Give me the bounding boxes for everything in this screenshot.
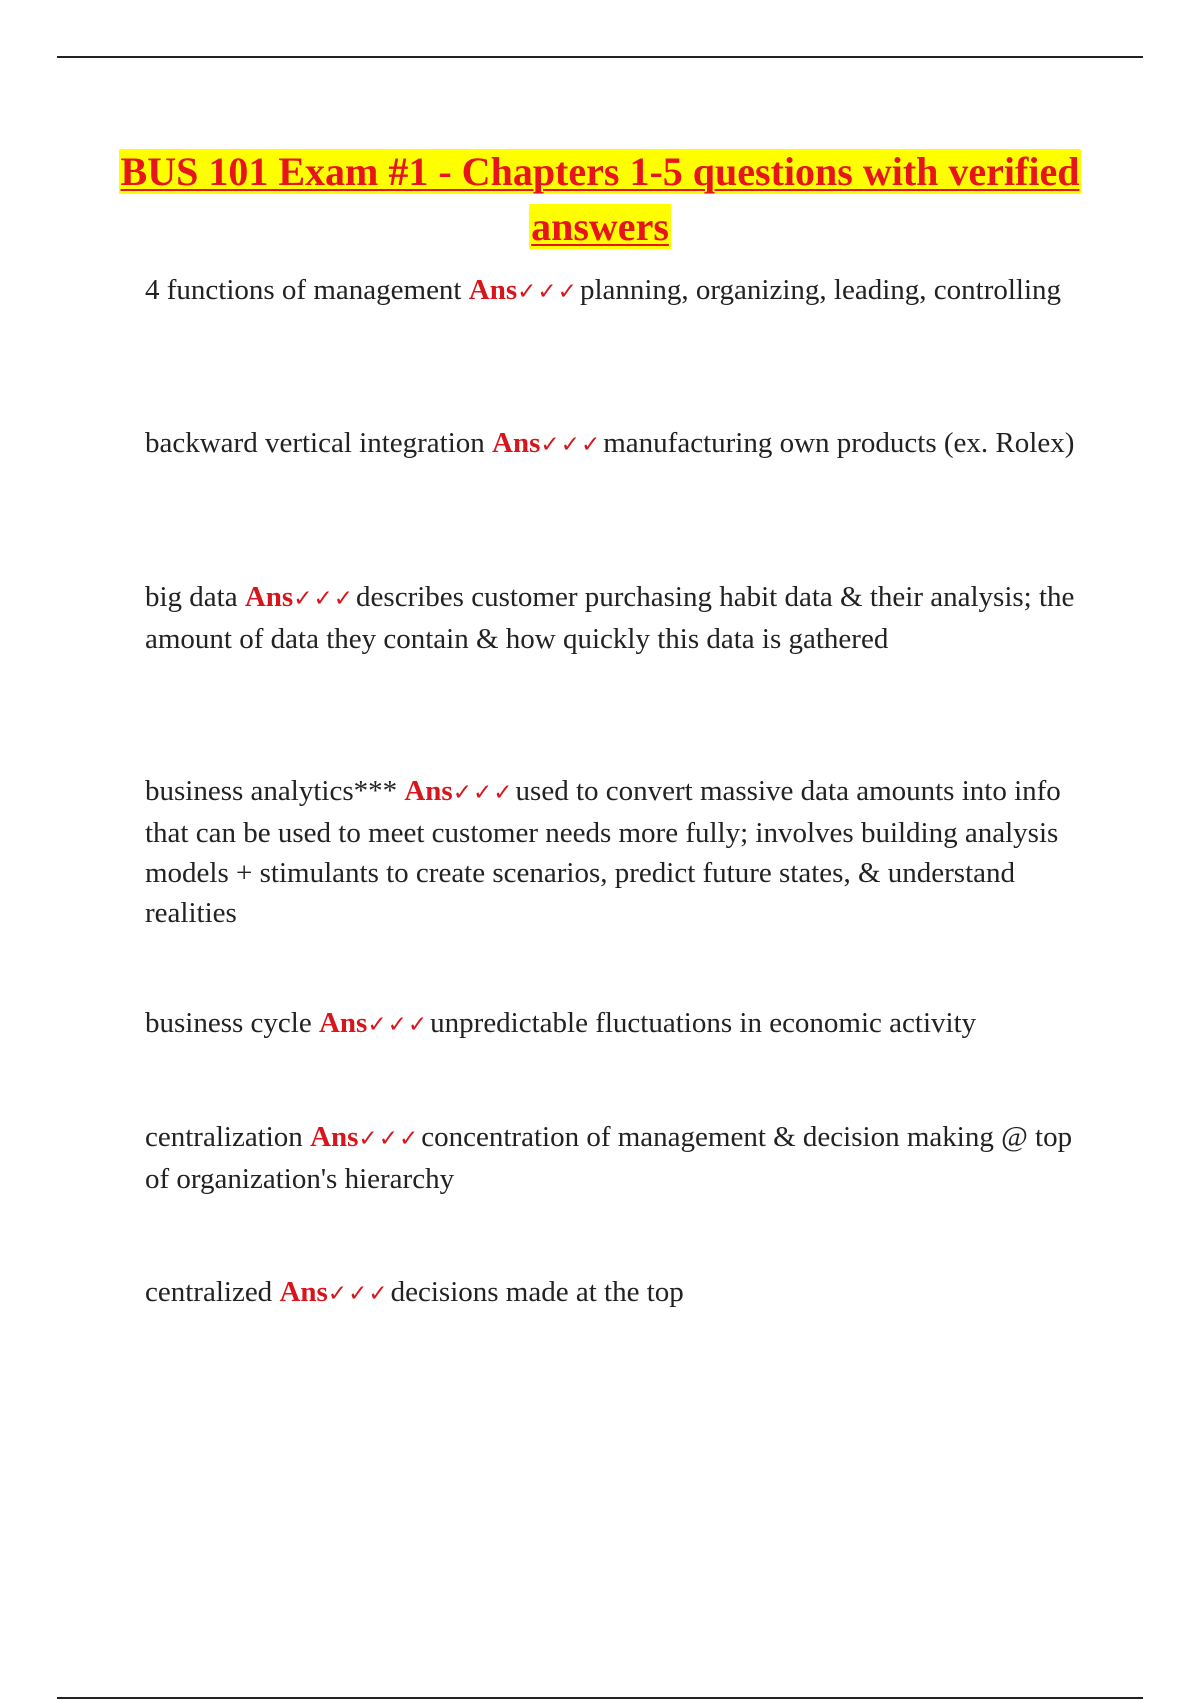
entry-definition: describes customer purchasing habit data & their analysis; the amount of data they contain & how quickly this data is gathered (145, 581, 1075, 655)
entry-term: centralization (145, 1121, 303, 1153)
qa-entry (145, 1117, 1095, 1199)
checkmark-icon: ✓✓✓ (367, 1012, 429, 1038)
checkmark-icon: ✓✓✓ (358, 1126, 420, 1152)
entry-term: business cycle (145, 1007, 312, 1039)
entry-definition: decisions made at the top (390, 1276, 684, 1308)
entry-term: big data (145, 581, 238, 613)
header-rule (57, 56, 1143, 58)
checkmark-icon: ✓✓✓ (452, 780, 514, 806)
answer-marker: Ans (244, 581, 294, 613)
qa-entry (145, 1272, 1095, 1314)
checkmark-icon: ✓✓✓ (517, 279, 578, 305)
entry-term: centralized (145, 1276, 273, 1308)
answer-marker: Ans (310, 1121, 359, 1153)
qa-entry (145, 1003, 1095, 1045)
answer-marker: Ans (279, 1276, 328, 1308)
checkmark-icon: ✓✓✓ (540, 432, 602, 458)
entry-definition: unpredictable fluctuations in economic activity (430, 1007, 977, 1039)
answer-marker: Ans (318, 1007, 368, 1039)
checkmark-icon: ✓✓✓ (293, 586, 355, 612)
entry-term: backward vertical integration (145, 427, 485, 459)
answer-marker: Ans (404, 775, 453, 807)
document-title: BUS 101 Exam #1 - Chapters 1-5 questions with verified answers (120, 149, 1080, 249)
qa-entry (145, 423, 1095, 465)
entry-definition: manufacturing own products (ex. Rolex) (603, 427, 1075, 459)
entry-term: 4 functions of management (145, 274, 462, 306)
entry-definition: concentration of management & decision making @ top of organization's hierarchy (145, 1121, 1073, 1195)
checkmark-icon: ✓✓✓ (327, 1281, 389, 1307)
answer-marker: Ans (468, 274, 518, 306)
footer-rule (57, 1697, 1143, 1699)
entry-term: business analytics*** (145, 775, 398, 807)
qa-entry (145, 577, 1095, 659)
qa-entry (145, 270, 1095, 312)
entry-definition: planning, organizing, leading, controlling (579, 274, 1062, 306)
answer-marker: Ans (492, 427, 541, 459)
qa-entry (145, 771, 1095, 933)
entry-definition: used to convert massive data amounts into info that can be used to meet customer needs more fully; involves building analysis models + stimulants to create scenarios, predict future states, & understand realities (145, 775, 1061, 929)
